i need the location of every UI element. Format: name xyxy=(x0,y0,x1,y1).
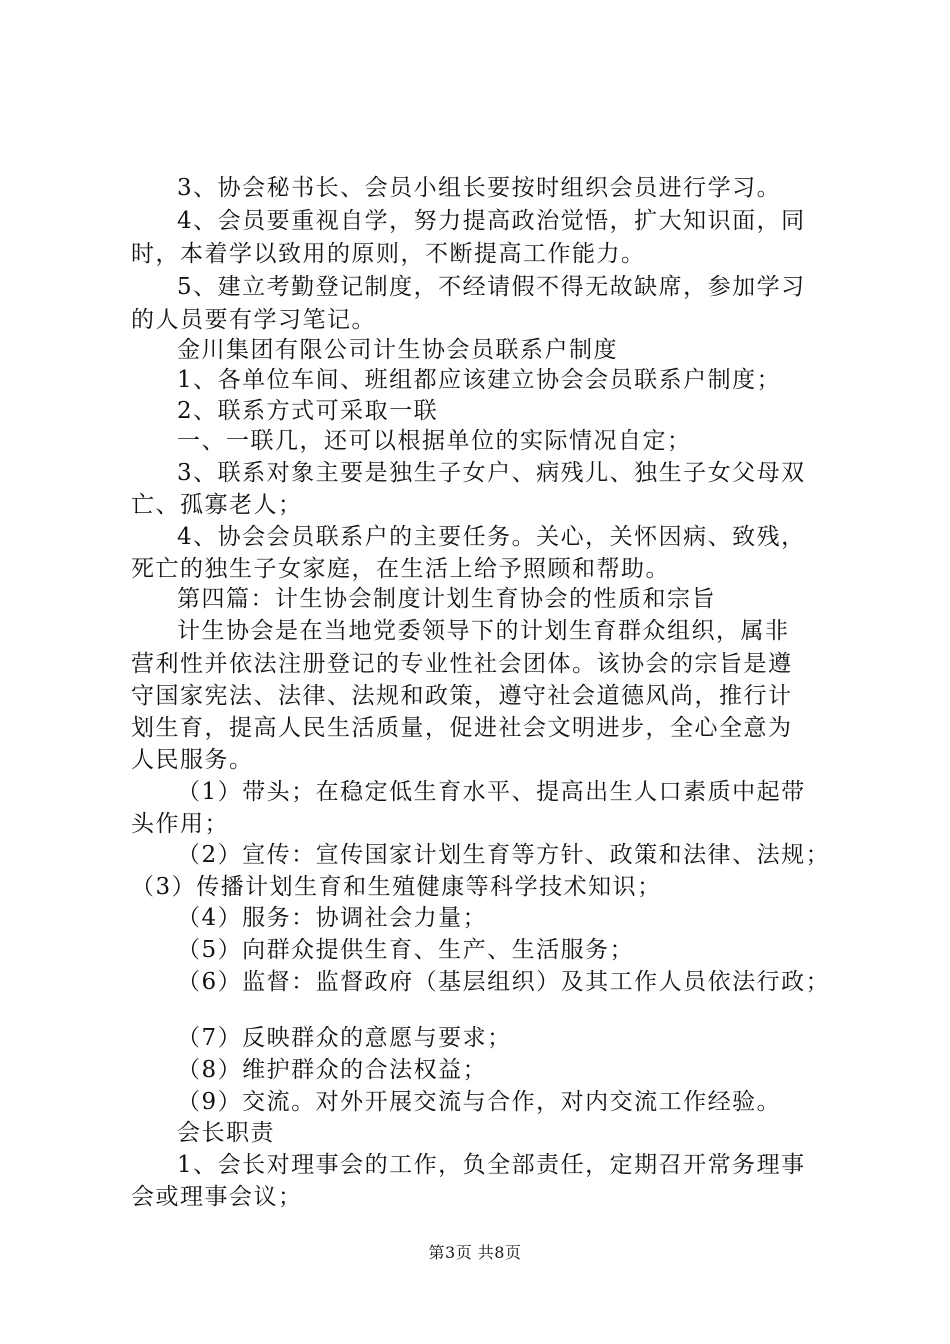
page-indicator: 第3页 共8页 xyxy=(428,1243,522,1262)
text-line: 4、会员要重视自学，努力提高政治觉悟，扩大知识面，同 xyxy=(177,208,806,234)
text-line: 1、会长对理事会的工作，负全部责任，定期召开常务理事 xyxy=(177,1152,806,1178)
text-line: 2、联系方式可采取一联 xyxy=(177,398,439,424)
text-line: 5、建立考勤登记制度，不经请假不得无故缺席，参加学习 xyxy=(177,274,806,300)
text-line: 3、联系对象主要是独生子女户、病残儿、独生子女父母双 xyxy=(177,460,806,486)
text-line: 3、协会秘书长、会员小组长要按时组织会员进行学习。 xyxy=(177,175,782,201)
text-line: 计生协会是在当地党委领导下的计划生育群众组织，属非 xyxy=(177,618,790,644)
text-line: 的人员要有学习笔记。 xyxy=(131,307,376,333)
text-line: 人民服务。 xyxy=(131,747,254,773)
text-line: 1、各单位车间、班组都应该建立协会会员联系户制度； xyxy=(177,367,782,393)
list-item: （6）监督：监督政府（基层组织）及其工作人员依法行政； xyxy=(177,969,831,995)
list-item: （7）反映群众的意愿与要求； xyxy=(177,1025,512,1051)
section-heading: 会长职责 xyxy=(177,1120,275,1146)
text-line: 守国家宪法、法律、法规和政策，遵守社会道德风尚，推行计 xyxy=(131,683,793,709)
list-item: （1）带头；在稳定低生育水平、提高出生人口素质中起带 xyxy=(177,779,806,805)
list-item: （8）维护群众的合法权益； xyxy=(177,1057,488,1083)
section-heading: 第四篇：计生协会制度计划生育协会的性质和宗旨 xyxy=(177,586,716,612)
text-line: 亡、孤寡老人； xyxy=(131,492,303,518)
text-line: 头作用； xyxy=(131,811,229,837)
text-line: 营利性并依法注册登记的专业性社会团体。该协会的宗旨是遵 xyxy=(131,651,793,677)
text-line: 划生育，提高人民生活质量，促进社会文明进步，全心全意为 xyxy=(131,715,793,741)
text-line: 4、协会会员联系户的主要任务。关心，关怀因病、致残， xyxy=(177,524,806,550)
text-line: 会或理事会议； xyxy=(131,1184,303,1210)
section-heading: 金川集团有限公司计生协会员联系户制度 xyxy=(177,337,618,363)
list-item: （3）传播计划生育和生殖健康等科学技术知识； xyxy=(131,874,662,900)
list-item: （2）宣传：宣传国家计划生育等方针、政策和法律、法规； xyxy=(177,842,831,868)
text-line: 一、一联几，还可以根据单位的实际情况自定； xyxy=(177,428,692,454)
text-line: 时，本着学以致用的原则，不断提高工作能力。 xyxy=(131,241,646,267)
list-item: （5）向群众提供生育、生产、生活服务； xyxy=(177,937,635,963)
text-line: 死亡的独生子女家庭，在生活上给予照顾和帮助。 xyxy=(131,556,670,582)
list-item: （9）交流。对外开展交流与合作，对内交流工作经验。 xyxy=(177,1089,782,1115)
list-item: （4）服务：协调社会力量； xyxy=(177,905,488,931)
